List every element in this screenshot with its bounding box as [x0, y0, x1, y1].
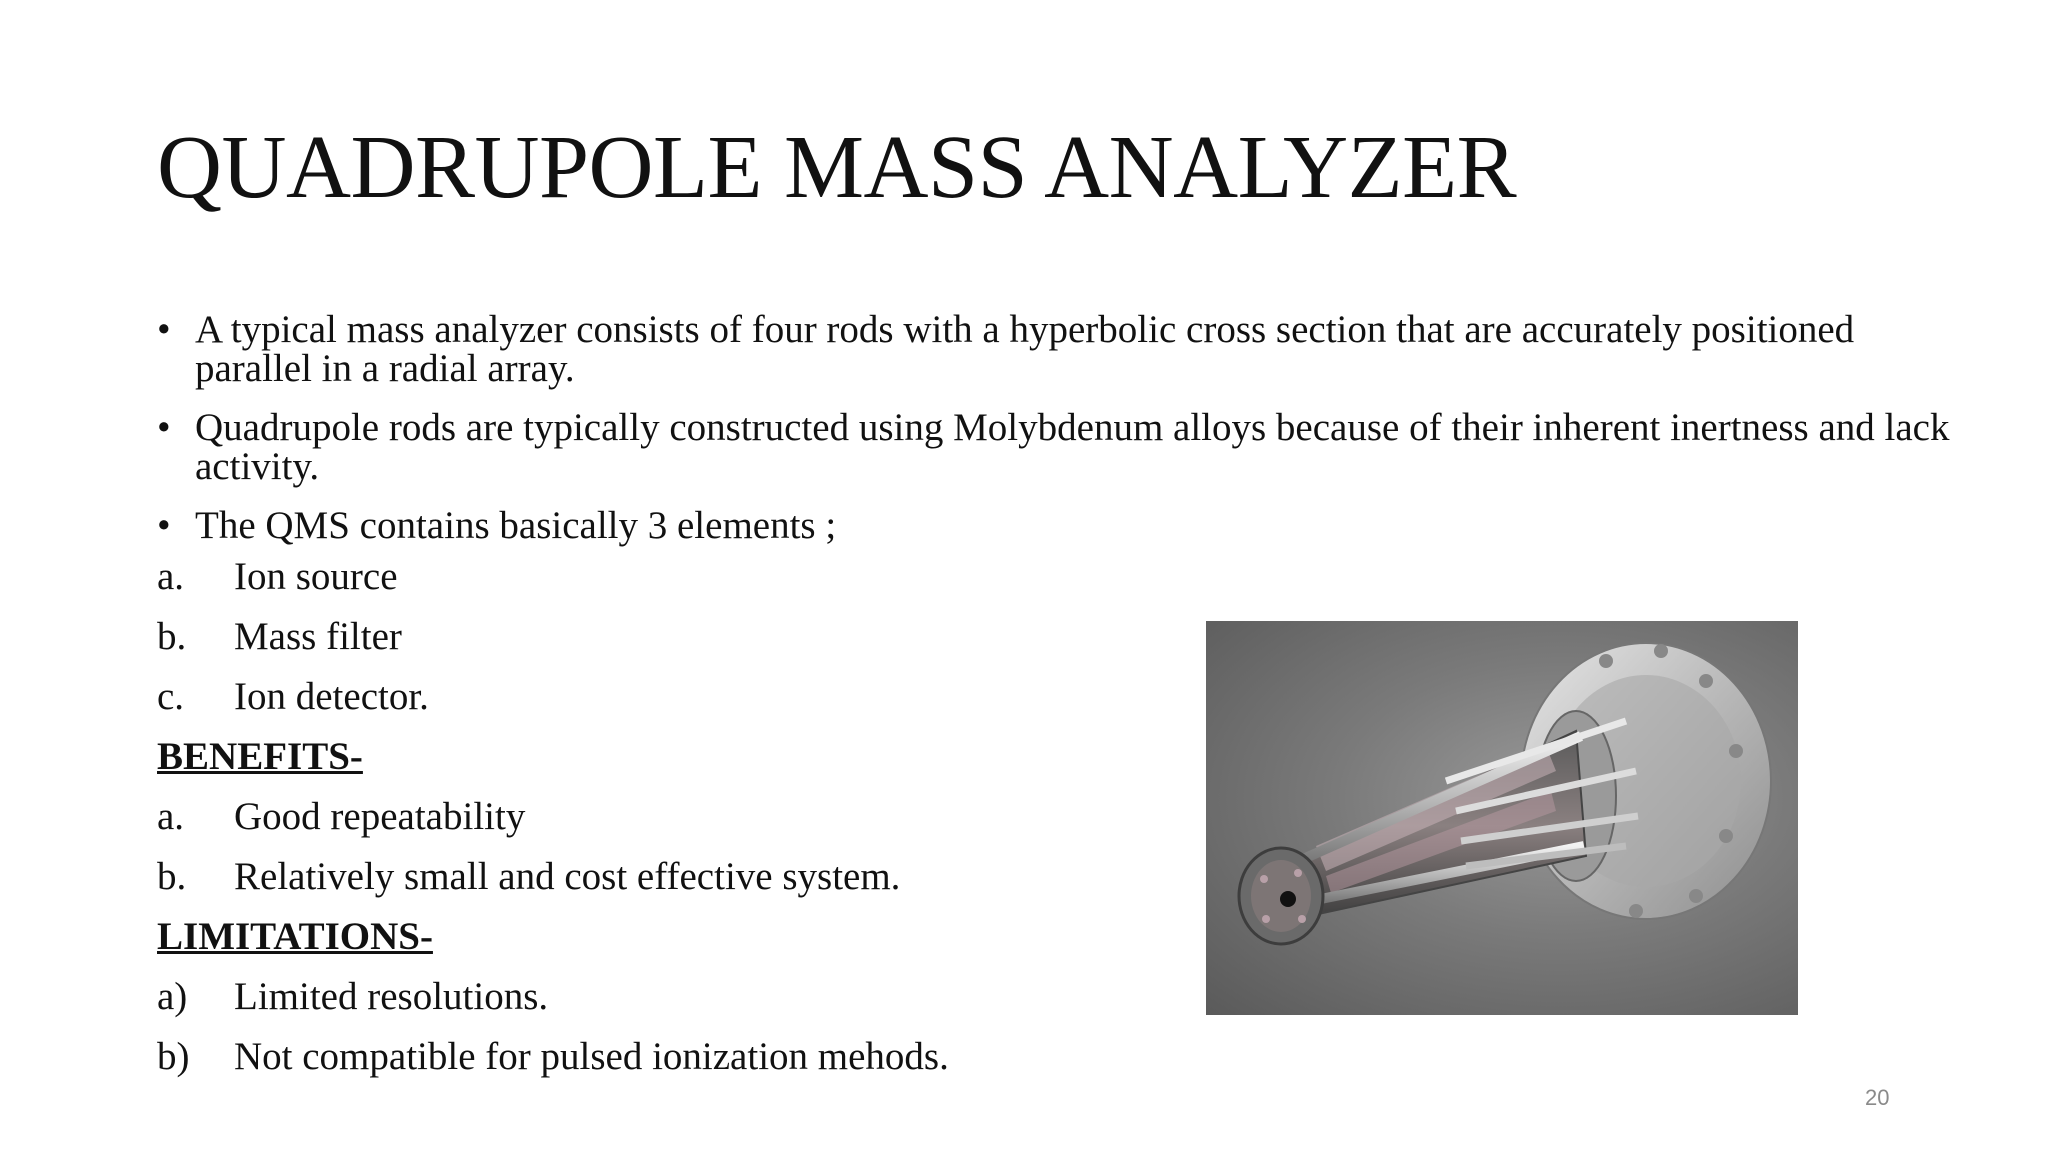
list-text: Ion detector. — [234, 675, 429, 718]
slide-title: QUADRUPOLE MASS ANALYZER — [157, 118, 1517, 217]
bullet-icon: • — [157, 308, 171, 351]
bullet-icon: • — [157, 504, 171, 547]
limitation-item — [157, 1027, 1967, 1087]
list-marker: b) — [157, 1035, 190, 1078]
bullet-text: A typical mass analyzer consists of four rods with a hyperbolic cross section that are accurately positioned parallel in a radial array. — [195, 308, 1855, 390]
benefits-heading: BENEFITS- — [157, 735, 363, 778]
limitations-heading: LIMITATIONS- — [157, 915, 433, 958]
list-marker: a) — [157, 975, 188, 1018]
list-marker: c. — [157, 675, 185, 718]
list-text: Not compatible for pulsed ionization mehods. — [234, 1035, 949, 1078]
bullet-item — [157, 408, 1967, 486]
bullet-icon: • — [157, 406, 171, 449]
element-item-ion-source — [157, 547, 1967, 607]
bullet-item — [157, 506, 1967, 545]
list-text: Good repeatability — [234, 795, 526, 838]
list-marker: a. — [157, 555, 185, 598]
page-number: 20 — [1865, 1085, 1890, 1110]
list-marker: a. — [157, 795, 185, 838]
bullet-text: Quadrupole rods are typically constructed using Molybdenum alloys because of their inherent inertness and lack activity. — [195, 406, 1950, 488]
quadrupole-assembly-icon — [1206, 621, 1798, 1015]
list-text: Mass filter — [234, 615, 402, 658]
list-text: Ion source — [234, 555, 398, 598]
bullet-text: The QMS contains basically 3 elements ; — [195, 504, 837, 547]
quadrupole-photo — [1206, 621, 1798, 1015]
list-text: Limited resolutions. — [234, 975, 549, 1018]
list-marker: b. — [157, 855, 187, 898]
bullet-item — [157, 310, 1967, 388]
list-text: Relatively small and cost effective system. — [234, 855, 901, 898]
list-marker: b. — [157, 615, 187, 658]
